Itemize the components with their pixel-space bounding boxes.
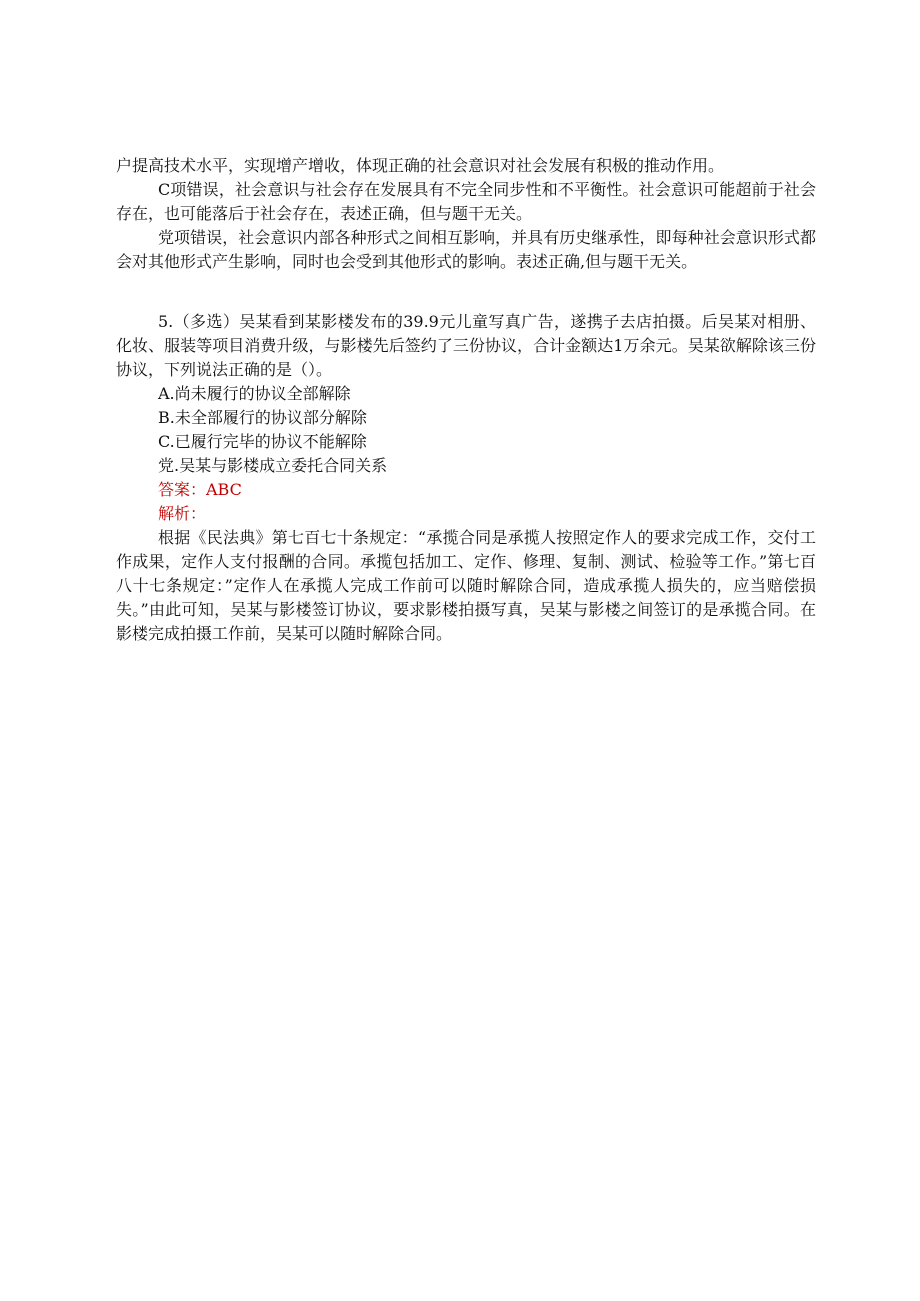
option-a: A.尚未履行的协议全部解除 — [158, 384, 351, 403]
prev-analysis-paragraph-2: C项错误，社会意识与社会存在发展具有不完全同步性和不平衡性。社会意识可能超前于社会存在，也可能落后于社会存在，表述正确，但与题干无关。 — [116, 180, 816, 223]
document-page — [116, 154, 816, 646]
question-stem: 5.（多选）吴某看到某影楼发布的39.9元儿童写真广告，遂携子去店拍摄。后吴某对相册、化妆、服装等项目消费升级，与影楼先后签约了三份协议，合计金额达1万余元。吴某欲解除该三份协议，下列说法正确的是（）。 — [116, 312, 816, 379]
prev-analysis-paragraph-1: 户提高技术水平，实现增产增收，体现正确的社会意识对社会发展有积极的推动作用。 — [116, 156, 725, 175]
analysis-label: 解析： — [158, 504, 207, 523]
option-c: C.已履行完毕的协议不能解除 — [158, 432, 367, 451]
answer-line: 答案：ABC — [158, 480, 242, 499]
section-gap — [116, 274, 816, 310]
option-d: 党.吴某与影楼成立委托合同关系 — [158, 456, 388, 475]
prev-analysis-paragraph-3: 党项错误，社会意识内部各种形式之间相互影响，并具有历史继承性，即每种社会意识形式都会对其他形式产生影响，同时也会受到其他形式的影响。表述正确,但与题干无关。 — [116, 228, 816, 271]
analysis-paragraph: 根据《民法典》第七百七十条规定：“承揽合同是承揽人按照定作人的要求完成工作，交付工作成果，定作人支付报酬的合同。承揽包括加工、定作、修理、复制、测试、检验等工作。”第七百八十七条规定：”定作人在承揽人完成工作前可以随时解除合同，造成承揽人损失的，应当赔偿损失。”由此可知，吴某与影楼签订协议，要求影楼拍摄写真，吴某与影楼之间签订的是承揽合同。在影楼完成拍摄工作前，吴某可以随时解除合同。 — [116, 528, 816, 643]
option-b: B.未全部履行的协议部分解除 — [158, 408, 367, 427]
